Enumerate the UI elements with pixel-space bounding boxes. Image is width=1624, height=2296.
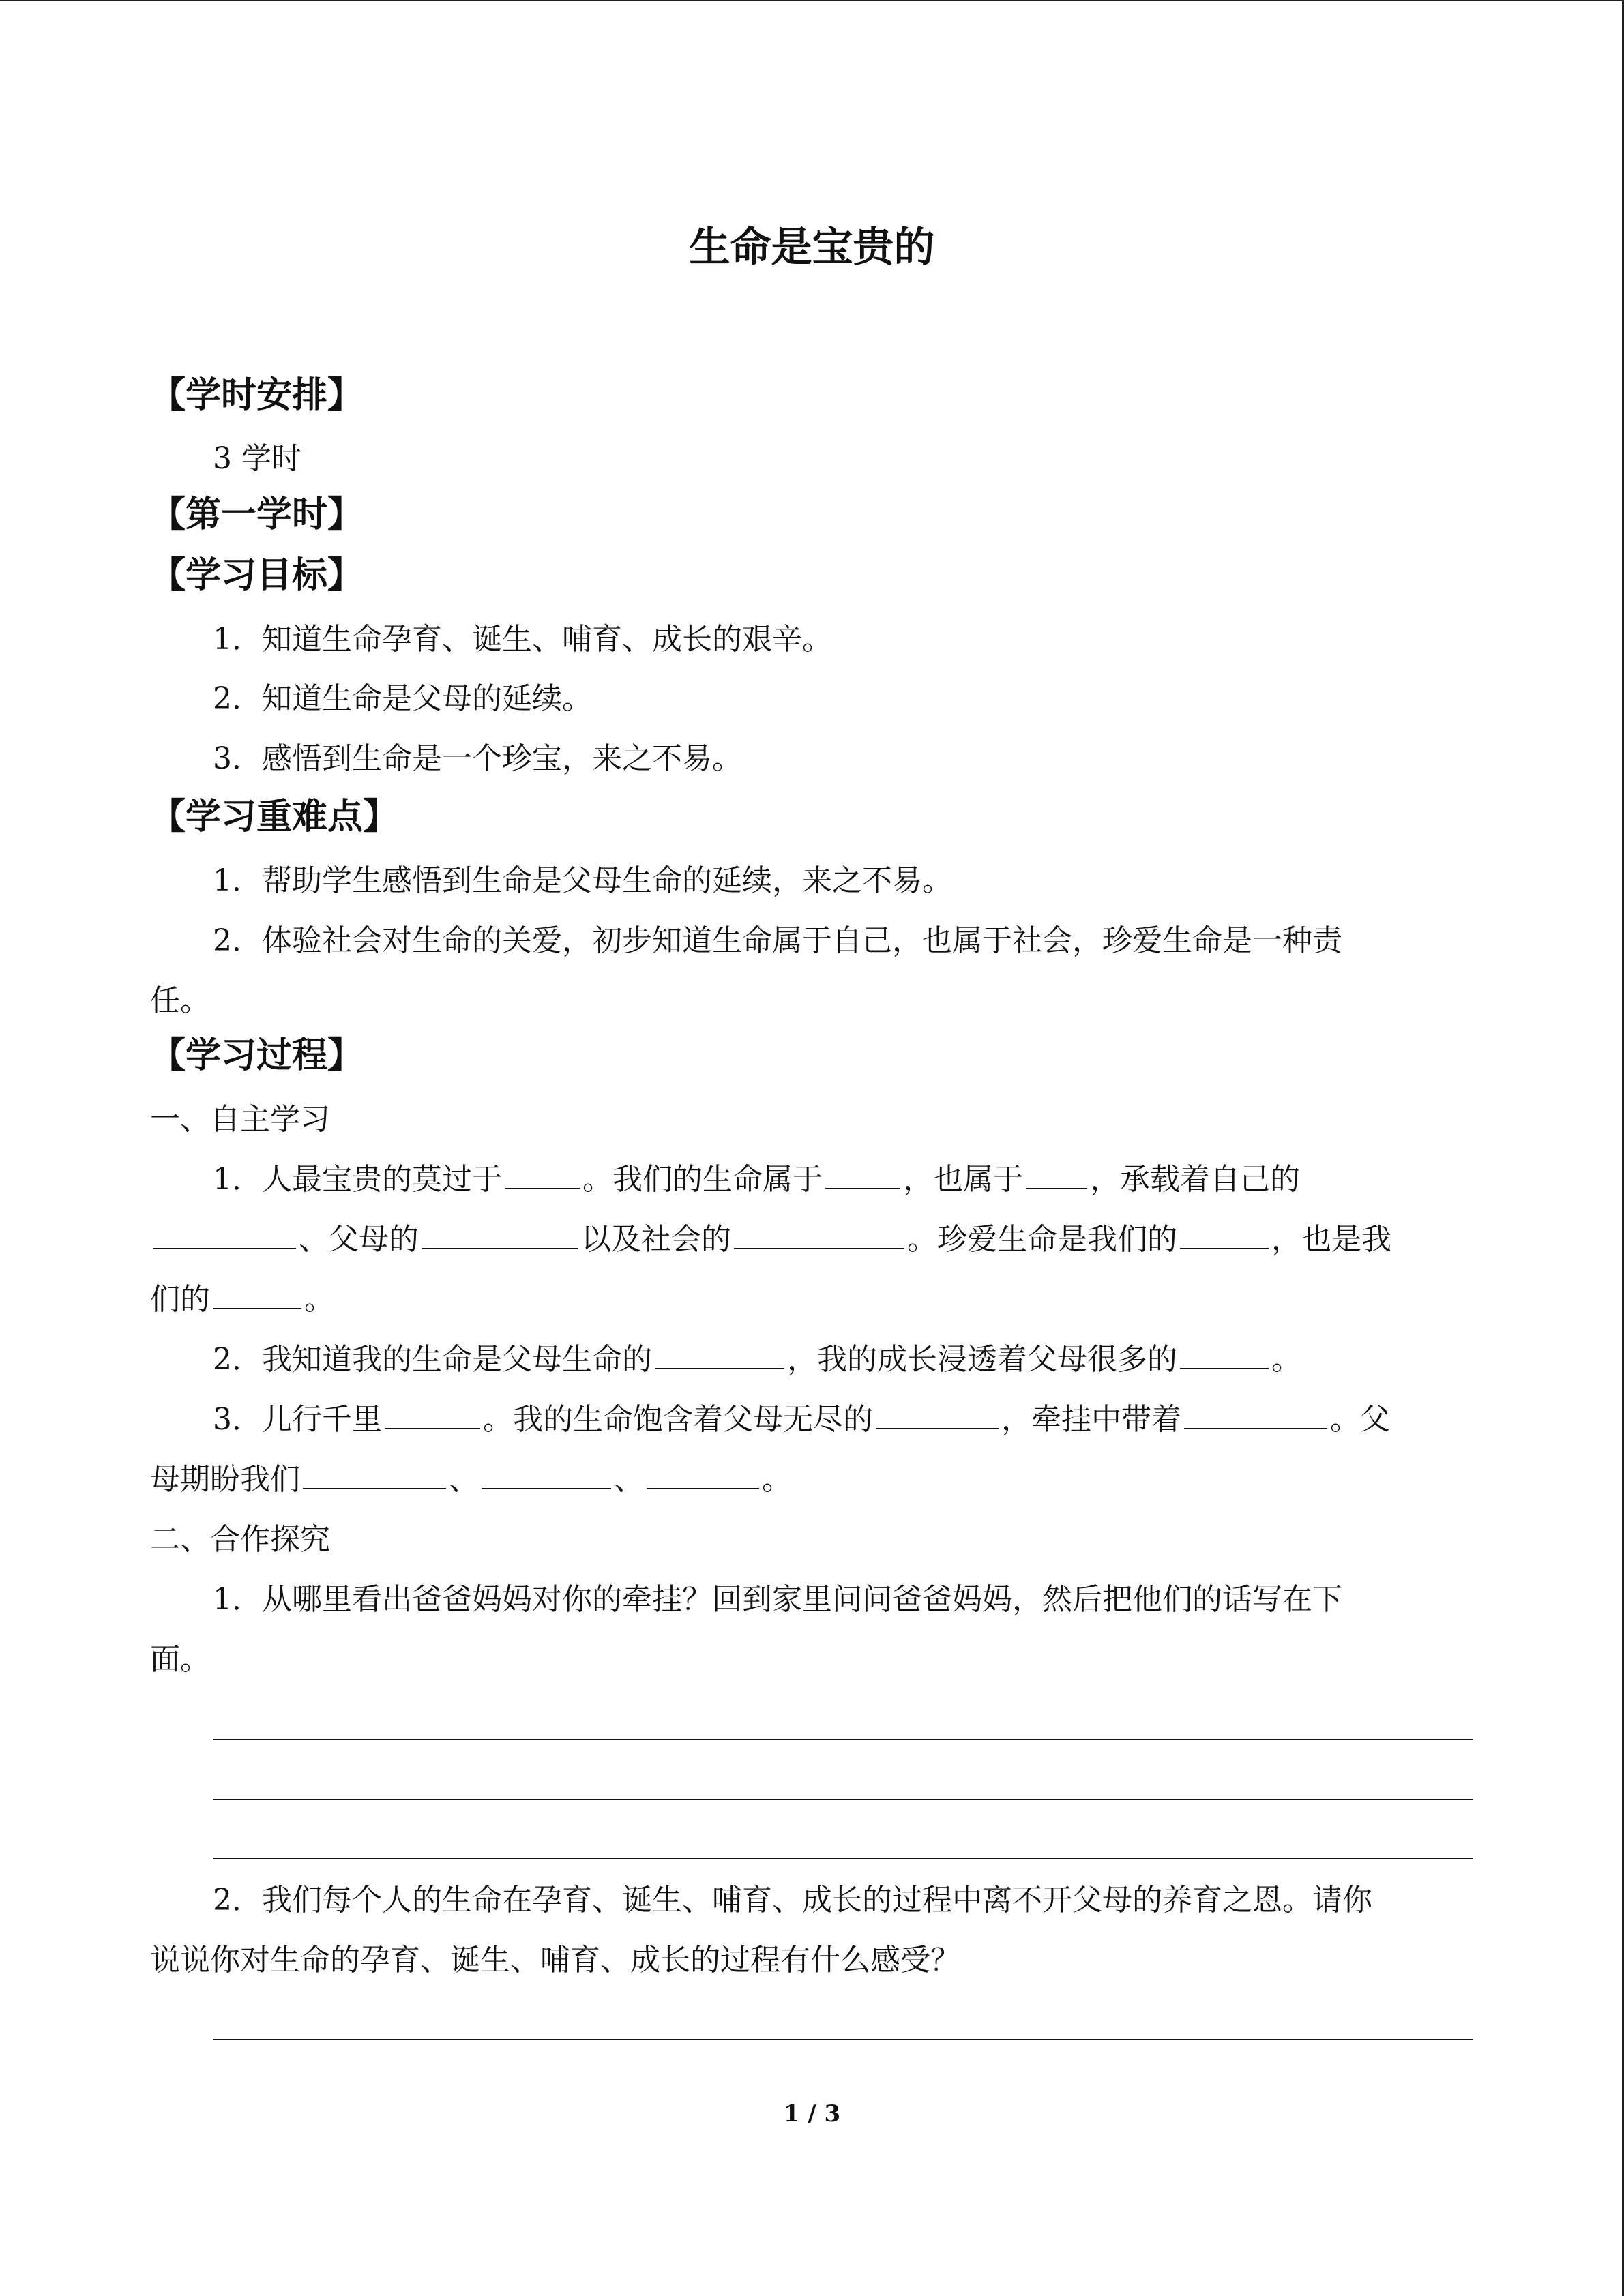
self-study-heading: 一、自主学习 [150,1102,330,1137]
fill-blank[interactable] [385,1394,480,1429]
heading-key-points: 【学习重难点】 [150,796,399,837]
fill-blank[interactable] [655,1334,784,1369]
page-number: 1 / 3 [783,2100,841,2128]
key-point-item: 1．帮助学生感悟到生命是父母生命的延续，来之不易。 [213,863,952,898]
fill-blank[interactable] [153,1214,296,1249]
fill-blank[interactable] [1180,1214,1269,1249]
q1-text: ，承载着自己的 [1090,1162,1300,1197]
fill-blank[interactable] [876,1394,999,1429]
q3-text: 。 [762,1462,792,1497]
q3-line2 [150,1452,792,1507]
q1-text: 1．人最宝贵的莫过于 [213,1162,502,1197]
fill-blank[interactable] [422,1214,578,1249]
answer-line[interactable] [213,1858,1473,1859]
q1-text: ，也属于 [903,1162,1023,1197]
q1-text: 们的 [150,1282,210,1317]
fill-blank[interactable] [647,1454,759,1489]
fill-blank[interactable] [303,1454,446,1489]
q2-text: 。 [1271,1342,1301,1377]
schedule-text: 3 学时 [213,441,301,476]
heading-process: 【学习过程】 [150,1035,364,1076]
fill-blank[interactable] [482,1454,611,1489]
coop-q2-line2: 说说你对生命的孕育、诞生、哺育、成长的过程有什么感受？ [150,1943,960,1978]
key-point-item: 2．体验社会对生命的关爱，初步知道生命属于自己，也属于社会，珍爱生命是一种责 [213,923,1342,958]
fill-blank[interactable] [1184,1394,1327,1429]
q3-text: 、 [449,1462,479,1497]
q1-text: 以及社会的 [581,1222,731,1257]
goal-item: 3．感悟到生命是一个珍宝，来之不易。 [213,741,742,776]
fill-blank[interactable] [1180,1334,1269,1369]
q1-text: 。 [304,1282,334,1317]
q2-text: ，我的成长浸透着父母很多的 [787,1342,1177,1377]
top-border [0,0,1624,1]
q1-line3 [150,1272,334,1327]
goal-item: 2．知道生命是父母的延续。 [213,681,592,716]
heading-goals: 【学习目标】 [150,555,364,596]
q3-text: ，牵挂中带着 [1001,1402,1181,1437]
q3-text: 母期盼我们 [150,1462,300,1497]
fill-blank[interactable] [734,1214,904,1249]
coop-q1-line2: 面。 [150,1642,210,1677]
answer-line[interactable] [213,1739,1473,1740]
goal-item: 1．知道生命孕育、诞生、哺育、成长的艰辛。 [213,622,832,657]
fill-blank[interactable] [825,1154,900,1189]
heading-schedule: 【学时安排】 [150,375,364,416]
fill-blank[interactable] [505,1154,580,1189]
q3-text: 。父 [1330,1402,1390,1437]
q1-text: 。我们的生命属于 [582,1162,823,1197]
q1-text: 。珍爱生命是我们的 [907,1222,1177,1257]
coop-q2-line1: 2．我们每个人的生命在孕育、诞生、哺育、成长的过程中离不开父母的养育之恩。请你 [213,1883,1372,1918]
page-title: 生命是宝贵的 [689,224,935,271]
fill-blank[interactable] [1026,1154,1087,1189]
q3-text: 。我的生命饱含着父母无尽的 [483,1402,873,1437]
key-point-item: 任。 [150,983,210,1018]
answer-line[interactable] [213,2039,1473,2040]
q2-line [213,1332,1301,1387]
q3-line1 [213,1392,1390,1447]
q2-text: 2．我知道我的生命是父母生命的 [213,1342,652,1377]
answer-line[interactable] [213,1799,1473,1800]
q1-line1 [213,1152,1300,1207]
fill-blank[interactable] [213,1274,301,1309]
coop-q1-line1: 1．从哪里看出爸爸妈妈对你的牵挂？回到家里问问爸爸妈妈，然后把他们的话写在下 [213,1582,1342,1617]
q3-text: 、 [614,1462,644,1497]
q3-text: 3．儿行千里 [213,1402,382,1437]
q1-line2 [150,1212,1391,1267]
q1-text: ，也是我 [1271,1222,1391,1257]
coop-heading: 二、合作探究 [150,1522,330,1557]
q1-text: 、父母的 [299,1222,419,1257]
heading-first-lesson: 【第一学时】 [150,494,364,535]
